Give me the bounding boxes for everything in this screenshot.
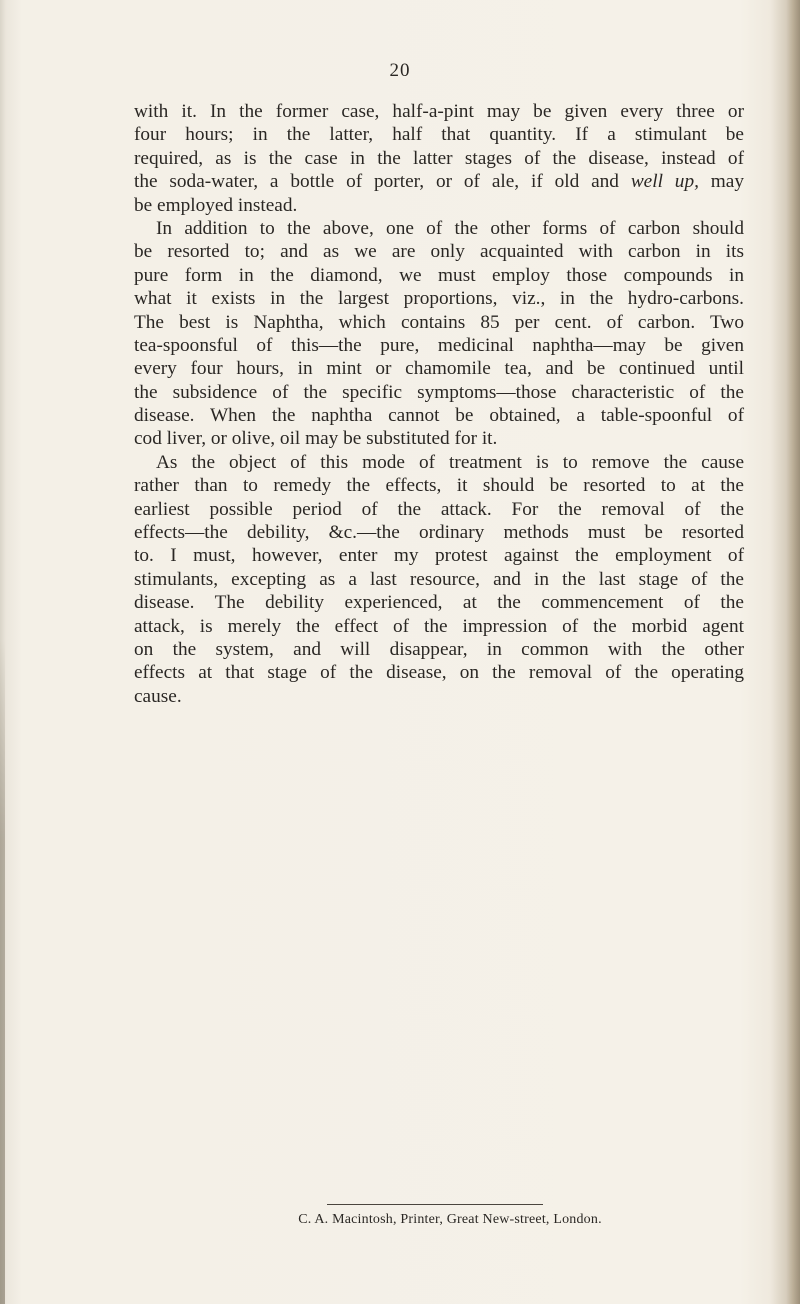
text-line-19: effects—the debility, &c.—the ordinary methods must be resorted — [134, 522, 744, 544]
text-line-21: stimulants, excepting as a last resource, and in the last stage of the — [134, 568, 744, 590]
italic-phrase-well-up: well up, — [630, 171, 699, 193]
text-line-23: attack, is merely the effect of the impression of the morbid agent — [134, 615, 744, 637]
text-line-11: tea-spoonsful of this—the pure, medicinal naphtha—may be given — [134, 334, 744, 356]
text-line-1: with it. In the former case, half-a-pint may be given every three or — [134, 101, 744, 122]
text-line-18: earliest possible period of the attack. For the removal of the — [134, 498, 744, 520]
body-text — [134, 100, 744, 708]
text-line-4 — [134, 170, 744, 193]
page-left-edge-shadow — [0, 640, 5, 1304]
printer-imprint: C. A. Macintosh, Printer, Great New-street, London. — [298, 1212, 602, 1227]
page-right-edge-shadow — [786, 0, 800, 1304]
text-line-2: four hours; in the latter, half that quantity. If a stimulant be — [134, 124, 744, 146]
footer-divider — [327, 1204, 543, 1205]
page-number: 20 — [389, 60, 411, 81]
text-line-17: rather than to remedy the effects, it should be resorted to at the — [134, 475, 744, 497]
text-line-12: every four hours, in mint or chamomile tea, and be continued until — [134, 358, 744, 380]
text-line-24: on the system, and will disappear, in common with the other — [134, 638, 744, 660]
text-line-7: be resorted to; and as we are only acquainted with carbon in its — [134, 241, 744, 263]
text-line-4-start: the soda-water, a bottle of porter, or of ale, if old and — [134, 171, 631, 193]
text-line-26: cause. — [134, 685, 182, 707]
text-line-10: The best is Naphtha, which contains 85 per cent. of carbon. Two — [134, 311, 744, 333]
text-line-6: In addition to the above, one of the other forms of carbon should — [156, 217, 744, 239]
text-line-4-end: may — [698, 171, 744, 193]
text-line-8: pure form in the diamond, we must employ those compounds in — [134, 264, 744, 286]
text-line-3: required, as is the case in the latter stages of the disease, instead of — [134, 147, 744, 169]
text-line-9: what it exists in the largest proportions, viz., in the hydro-carbons. — [134, 288, 744, 310]
text-line-14: disease. When the naphtha cannot be obtained, a table-spoonful of — [134, 405, 744, 427]
text-line-16: As the object of this mode of treatment is to remove the cause — [156, 451, 744, 473]
text-line-25: effects at that stage of the disease, on the removal of the operating — [134, 662, 744, 684]
text-line-15: cod liver, or olive, oil may be substituted for it. — [134, 428, 498, 450]
text-line-22: disease. The debility experienced, at the commencement of the — [134, 592, 744, 614]
text-line-13: the subsidence of the specific symptoms—those characteristic of the — [134, 381, 744, 403]
text-line-5: be employed instead. — [134, 194, 298, 216]
text-line-20: to. I must, however, enter my protest against the employment of — [134, 545, 744, 567]
